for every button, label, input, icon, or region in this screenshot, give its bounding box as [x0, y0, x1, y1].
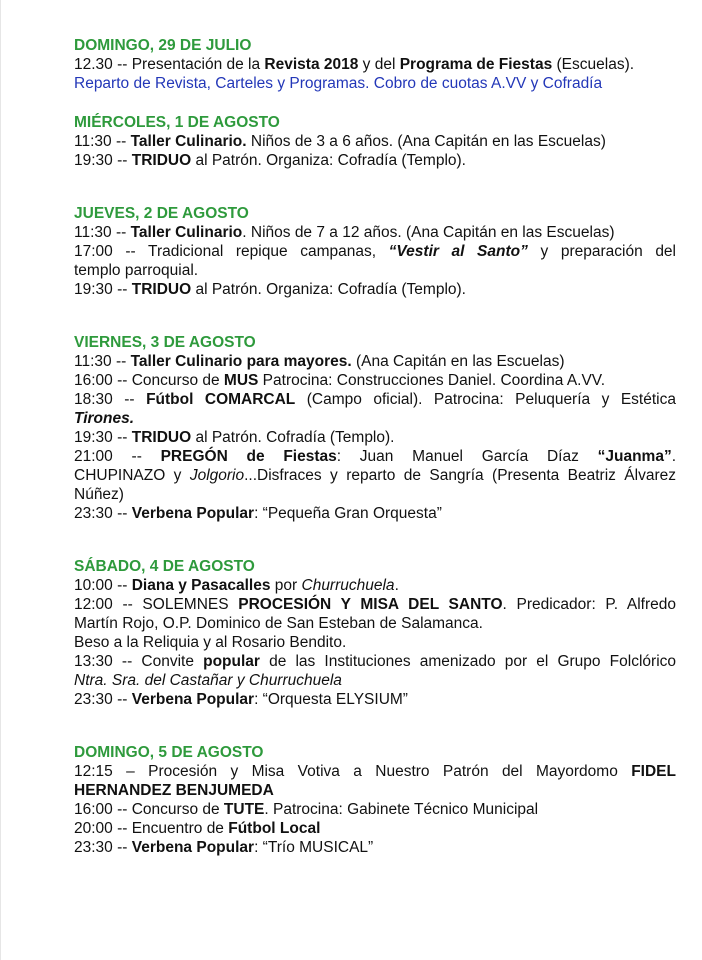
line-text: por [270, 577, 302, 594]
day-heading: DOMINGO, 5 DE AGOSTO [74, 744, 264, 761]
emphasis-text: HERNANDEZ BENJUMEDA [74, 782, 274, 799]
emphasis-text: Churruchuela [301, 577, 395, 594]
emphasis-text: Taller Culinario [130, 224, 243, 241]
emphasis-text: Verbena Popular [131, 691, 255, 708]
emphasis-text: Ntra. Sra. del Castañar y Churruchuela [74, 672, 342, 689]
emphasis-text: Verbena Popular [131, 839, 255, 856]
event-line [74, 242, 676, 261]
line-text: 18:30 -- [74, 391, 147, 408]
line-text: . Niños de 7 a 12 años. (Ana Capitán en las Escuelas) [242, 224, 615, 241]
event-line [74, 390, 676, 409]
event-line [74, 371, 676, 390]
event-line [74, 819, 676, 838]
line-text: Reparto de Revista, Carteles y Programas. Cobro de cuotas A.VV y Cofradía [74, 75, 603, 92]
emphasis-text: Taller Culinario. [130, 133, 247, 150]
line-text: 12:00 -- SOLEMNES [74, 596, 239, 613]
line-text: Beso a la Reliquia y al Rosario Bendito. [74, 634, 347, 651]
line-text: (Campo oficial). Patrocina: Peluquería y Estética [295, 391, 676, 408]
event-line [74, 409, 676, 428]
line-text: y del [358, 56, 400, 73]
emphasis-text: Verbena Popular [131, 505, 255, 522]
day-section [74, 36, 676, 93]
line-text: . Predicador: P. Alfredo [502, 596, 676, 613]
line-text: Núñez) [74, 486, 124, 503]
line-text: 19:30 -- [74, 152, 132, 169]
emphasis-text: popular [203, 653, 260, 670]
emphasis-text: MUS [223, 372, 259, 389]
line-text: 23:30 -- [74, 505, 132, 522]
line-text: templo parroquial. [74, 262, 199, 279]
event-line [74, 466, 676, 485]
line-text: 20:00 -- Encuentro de [74, 820, 229, 837]
line-text: ...Disfraces y reparto de Sangría (Presenta Beatriz Álvarez [244, 467, 676, 484]
line-text: 11:30 -- [74, 224, 131, 241]
day-heading: DOMINGO, 29 DE JULIO [74, 37, 252, 54]
event-line [74, 428, 676, 447]
line-text: 16:00 -- Concurso de [74, 372, 224, 389]
emphasis-text: Revista 2018 [264, 56, 359, 73]
emphasis-text: “Juanma” [597, 448, 672, 465]
event-line [74, 74, 676, 93]
event-line [74, 132, 676, 151]
day-section [74, 333, 676, 523]
event-line [74, 55, 676, 74]
emphasis-text: Fútbol COMARCAL [146, 391, 296, 408]
line-text: 16:00 -- Concurso de [74, 801, 224, 818]
emphasis-text: “Vestir al Santo” [388, 243, 528, 260]
event-line [74, 614, 676, 633]
event-line [74, 151, 676, 170]
event-line [74, 223, 676, 242]
day-heading: JUEVES, 2 DE AGOSTO [74, 205, 249, 222]
line-text: (Escuelas). [552, 56, 635, 73]
emphasis-text [389, 243, 528, 260]
line-text: . [671, 448, 677, 465]
event-line [74, 762, 676, 781]
line-text: Niños de 3 a 6 años. (Ana Capitán en las Escuelas) [246, 133, 606, 150]
emphasis-text: TUTE [223, 801, 265, 818]
line-text: (Ana Capitán en las Escuelas) [351, 353, 565, 370]
line-text: de las Instituciones amenizado por el Grupo Folclórico [259, 653, 677, 670]
line-text: 19:30 -- [74, 429, 132, 446]
emphasis-text: Tirones. [74, 410, 135, 427]
emphasis-text: Diana y Pasacalles [131, 577, 271, 594]
line-text: Martín Rojo, O.P. Dominico de San Esteban de Salamanca. [74, 615, 483, 632]
event-line [74, 352, 676, 371]
line-text: 17:00 -- Tradicional repique campanas, [74, 243, 389, 260]
day-heading: MIÉRCOLES, 1 DE AGOSTO [74, 114, 280, 131]
event-line [74, 576, 676, 595]
emphasis-text: TRIDUO [131, 429, 192, 446]
day-heading: VIERNES, 3 DE AGOSTO [74, 334, 256, 351]
event-line [74, 261, 676, 280]
emphasis-text [74, 410, 134, 427]
event-line [74, 280, 676, 299]
line-text: 23:30 -- [74, 839, 132, 856]
line-text: . Patrocina: Gabinete Técnico Municipal [264, 801, 539, 818]
line-text: al Patrón. Organiza: Cofradía (Templo). [191, 281, 466, 298]
event-line [74, 800, 676, 819]
event-line [74, 447, 676, 466]
event-line [74, 690, 676, 709]
day-section [74, 204, 676, 299]
emphasis-text: Fútbol Local [228, 820, 321, 837]
line-text: 12.30 -- Presentación de la [74, 56, 265, 73]
line-text: 10:00 -- [74, 577, 132, 594]
line-text: : “Orquesta ELYSIUM” [254, 691, 408, 708]
event-line [74, 781, 676, 800]
line-text: 12:15 – Procesión y Misa Votiva a Nuestro Patrón del Mayordomo [74, 763, 632, 780]
schedule [74, 36, 676, 857]
line-text: 23:30 -- [74, 691, 132, 708]
emphasis-text: TRIDUO [131, 281, 192, 298]
line-text: 21:00 -- [74, 448, 161, 465]
line-text: al Patrón. Cofradía (Templo). [191, 429, 395, 446]
line-text: 11:30 -- [74, 133, 131, 150]
emphasis-text: Jolgorio [189, 467, 245, 484]
line-text: y preparación del [527, 243, 676, 260]
line-text: 19:30 -- [74, 281, 132, 298]
emphasis-text: FIDEL [631, 763, 676, 780]
emphasis-text: PREGÓN de Fiestas [160, 448, 337, 465]
line-text: . [394, 577, 399, 594]
line-text: : “Pequeña Gran Orquesta” [254, 505, 442, 522]
emphasis-text: Programa de Fiestas [399, 56, 553, 73]
event-line [74, 652, 676, 671]
day-heading: SÁBADO, 4 DE AGOSTO [74, 558, 255, 575]
event-line [74, 633, 676, 652]
day-section [74, 113, 676, 170]
event-line [74, 485, 676, 504]
line-text: 13:30 -- Convite [74, 653, 204, 670]
day-section [74, 743, 676, 857]
line-text: 11:30 -- [74, 353, 131, 370]
line-text: CHUPINAZO y [74, 467, 190, 484]
line-text: Patrocina: Construcciones Daniel. Coordina A.VV. [258, 372, 606, 389]
event-line [74, 838, 676, 857]
emphasis-text: TRIDUO [131, 152, 192, 169]
line-text: al Patrón. Organiza: Cofradía (Templo). [191, 152, 466, 169]
day-section [74, 557, 676, 709]
emphasis-text: PROCESIÓN Y MISA DEL SANTO [238, 596, 503, 613]
emphasis-text: Taller Culinario para mayores. [130, 353, 352, 370]
event-line [74, 671, 676, 690]
event-line [74, 504, 676, 523]
line-text: : Juan Manuel García Díaz [336, 448, 598, 465]
line-text: : “Trío MUSICAL” [254, 839, 374, 856]
event-line [74, 595, 676, 614]
